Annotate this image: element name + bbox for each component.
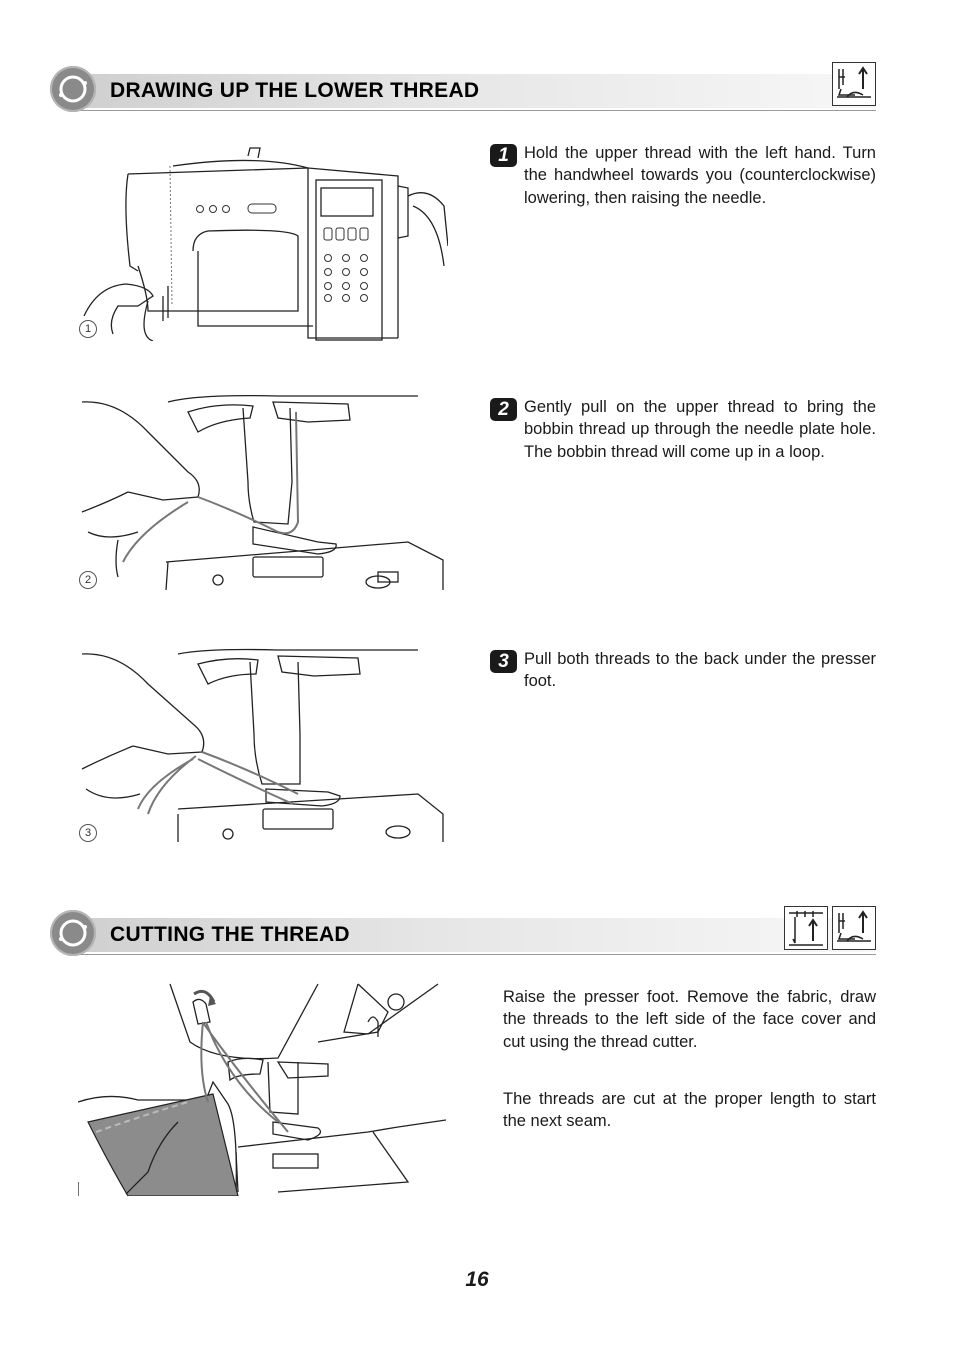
step-text: Gently pull on the upper thread to bring the bobbin thread up through the needle plate hole. The bobbin thread will come up in a loop. <box>524 398 876 461</box>
section-bullet-icon <box>50 910 96 956</box>
step-number-badge: 3 <box>490 650 517 673</box>
step-text: Hold the upper thread with the left hand. Turn the handwheel towards you (counterclockwise) lowering, then raising the needle. <box>524 144 876 207</box>
illustration-pull-upper-thread <box>78 392 446 590</box>
header-rule <box>70 954 876 955</box>
presser-foot-up-icon <box>832 62 876 106</box>
step-number-badge: 1 <box>490 144 517 167</box>
page-number: 16 <box>465 1268 489 1291</box>
illustration-machine-handwheel <box>78 146 448 341</box>
illustration-pull-both-threads <box>78 644 446 842</box>
figure-number: 2 <box>79 571 97 589</box>
needle-up-icon <box>784 906 828 950</box>
illustration-cut-thread <box>78 982 446 1196</box>
step-text: Pull both threads to the back under the presser foot. <box>524 650 876 691</box>
cutting-instructions: Raise the presser foot. Remove the fabric, draw the threads to the left side of the face cover and cut using the thread cutter. <box>503 988 876 1051</box>
step-number-badge: 2 <box>490 398 517 421</box>
section-title: DRAWING UP THE LOWER THREAD <box>110 79 480 102</box>
header-rule <box>70 110 876 111</box>
section-bullet-icon <box>50 66 96 112</box>
section-title: CUTTING THE THREAD <box>110 923 350 946</box>
presser-foot-up-icon <box>832 906 876 950</box>
section-header-drawing <box>50 68 876 112</box>
figure-number: 3 <box>79 824 97 842</box>
cutting-note: The threads are cut at the proper length to start the next seam. <box>503 1090 876 1131</box>
section-header-cutting <box>50 912 876 956</box>
figure-number: 1 <box>79 320 97 338</box>
